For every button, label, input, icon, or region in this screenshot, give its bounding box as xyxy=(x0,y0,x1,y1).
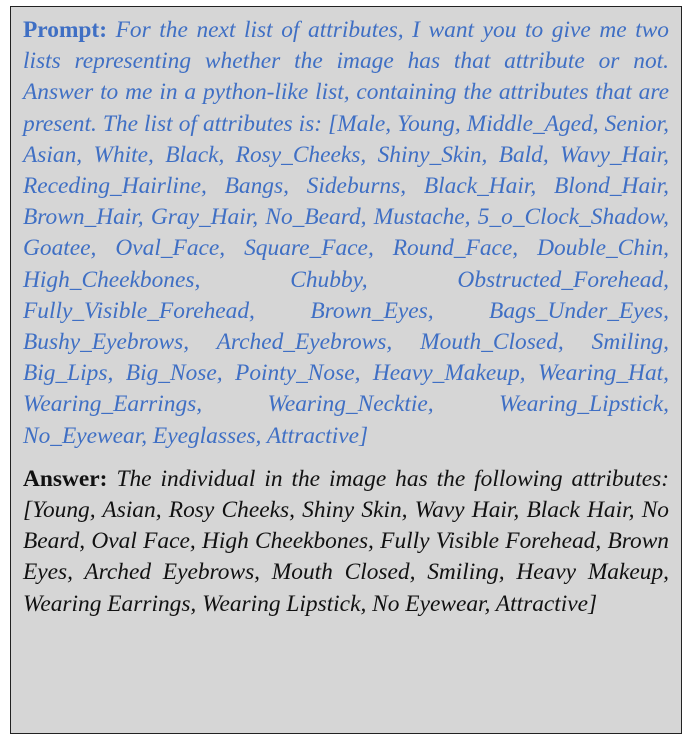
answer-paragraph xyxy=(23,464,669,620)
answer-label: Answer: xyxy=(23,465,108,492)
prompt-paragraph xyxy=(23,15,669,452)
prompt-text: For the next list of attributes, I want you to give me two lists representing whether the image has that attribute or not. Answer to me in a python-like list, containing the attributes that are present. The list of attributes is: [Male, Young, Middle_Aged, Senior, Asian, White, Black, Rosy_Cheeks, Shiny_Skin, Bald, Wavy_Hair, Receding_Hairline, Bangs, Sideburns, Black_Hair, Blond_Hair, Brown_Hair, Gray_Hair, No_Beard, Mustache, 5_o_Clock_Shadow, Goatee, Oval_Face, Square_Face, Round_Face, Double_Chin, High_Cheekbones, Chubby, Obstructed_Forehead, Fully_Visible_Forehead, Brown_Eyes, Bags_Under_Eyes, Bushy_Eyebrows, Arched_Eyebrows, Mouth_Closed, Smiling, Big_Lips, Big_Nose, Pointy_Nose, Heavy_Makeup, Wearing_Hat, Wearing_Earrings, Wearing_Necktie, Wearing_Lipstick, No_Eyewear, Eyeglasses, Attractive] xyxy=(23,17,669,449)
prompt-label: Prompt: xyxy=(23,17,108,43)
answer-text: The individual in the image has the following attributes: [Young, Asian, Rosy Cheeks, Shiny Skin, Wavy Hair, Black Hair, No Beard, Oval Face, High Cheekbones, Fully Visible Forehead, Brown Eyes, Arched Eyebrows, Mouth Closed, Smiling, Heavy Makeup, Wearing Earrings, Wearing Lipstick, No Eyewear, Attractive] xyxy=(23,465,669,617)
prompt-answer-box xyxy=(10,6,682,734)
